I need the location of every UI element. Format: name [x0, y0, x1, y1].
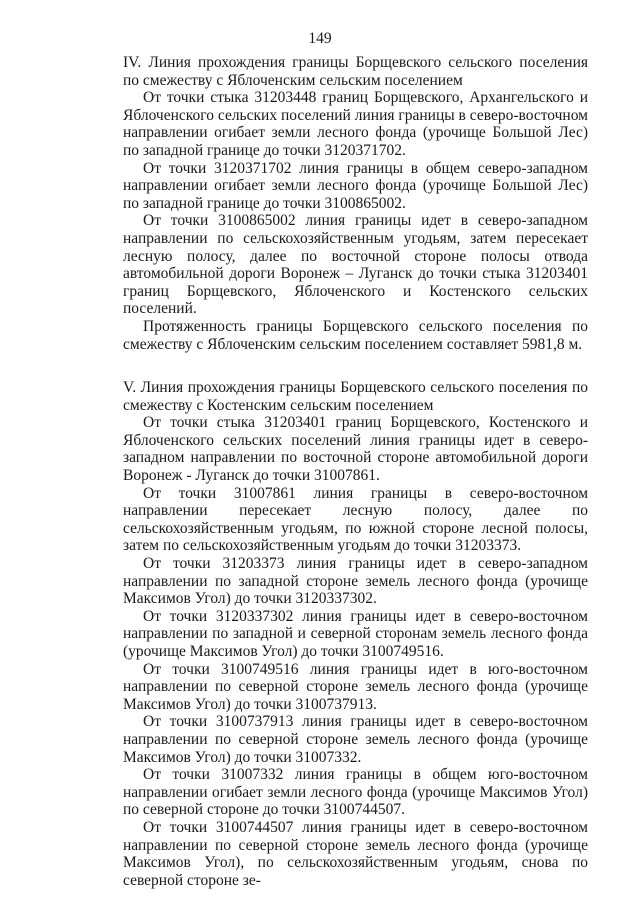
paragraph: От точки 31007861 линия границы в северо-восточном направлении пересекает лесную полосу, далее по сельскохозяйственным угодьям, по южной стороне лесной полосы, затем по сельскохозяйственным угодьям до точки 31203373.	[123, 484, 588, 555]
paragraph: Протяженность границы Борщевского сельского поселения по смежеству с Яблоченским сельским поселением составляет 5981,8 м.	[123, 317, 588, 353]
paragraph: От точки стыка 31203448 границ Борщевского, Архангельского и Яблоченского сельских поселений линия границы в северо-восточном направлении огибает земли лесного фонда (урочище Большой Лес) по западной границе до точки 3120371702.	[123, 89, 588, 159]
page-number: 149	[308, 30, 332, 47]
document-body	[123, 54, 588, 889]
paragraph: От точки 3120371702 линия границы в общем северо-западном направлении огибает земли лесного фонда (урочище Большой Лес) по западной границе до точки 3100865002.	[123, 159, 588, 212]
paragraph: От точки стыка 31203401 границ Борщевского, Костенского и Яблоченского сельских поселений линия границы идет в северо-западном направлении по восточной стороне автомобильной дороги Воронеж - Луганск до точки 31007861.	[123, 414, 588, 485]
paragraph: От точки 31007332 линия границы в общем юго-восточном направлении огибает земли лесного фонда (урочище Максимов Угол) по северной стороне до точки 3100744507.	[123, 766, 588, 819]
paragraph: От точки 3100737913 линия границы идет в северо-восточном направлении по северной стороне земель лесного фонда (урочище Максимов Угол) до точки 31007332.	[123, 713, 588, 766]
paragraph: От точки 31203373 линия границы идет в северо-западном направлении по западной стороне земель лесного фонда (урочище Максимов Угол) до точки 3120337302.	[123, 555, 588, 608]
paragraph: От точки 3100749516 линия границы идет в юго-восточном направлении по северной стороне земель лесного фонда (урочище Максимов Угол) до точки 3100737913.	[123, 660, 588, 713]
paragraph: От точки 3100744507 линия границы идет в северо-восточном направлении по северной стороне земель лесного фонда (урочище Максимов Угол), по сельскохозяйственным угодьям, снова по северной стороне зе-	[123, 818, 588, 889]
paragraph: От точки 3120337302 линия границы идет в северо-восточном направлении по западной и северной сторонам земель лесного фонда (урочище Максимов Угол) до точки 3100749516.	[123, 607, 588, 660]
section-heading: V. Линия прохождения границы Борщевского сельского поселения по смежеству с Костенским сельским поселением	[123, 379, 588, 414]
section-spacer	[123, 353, 588, 379]
section-heading: IV. Линия прохождения границы Борщевского сельского поселения по смежеству с Яблоченским сельским поселением	[123, 54, 588, 89]
paragraph: От точки 3100865002 линия границы идет в северо-западном направлении по сельскохозяйственным угодьям, затем пересекает лесную полосу, далее по восточной стороне полосы отвода автомобильной дороги Воронеж – Луганск до точки стыка 31203401 границ Борщевского, Яблоченского и Костенского сельских поселений.	[123, 212, 588, 318]
